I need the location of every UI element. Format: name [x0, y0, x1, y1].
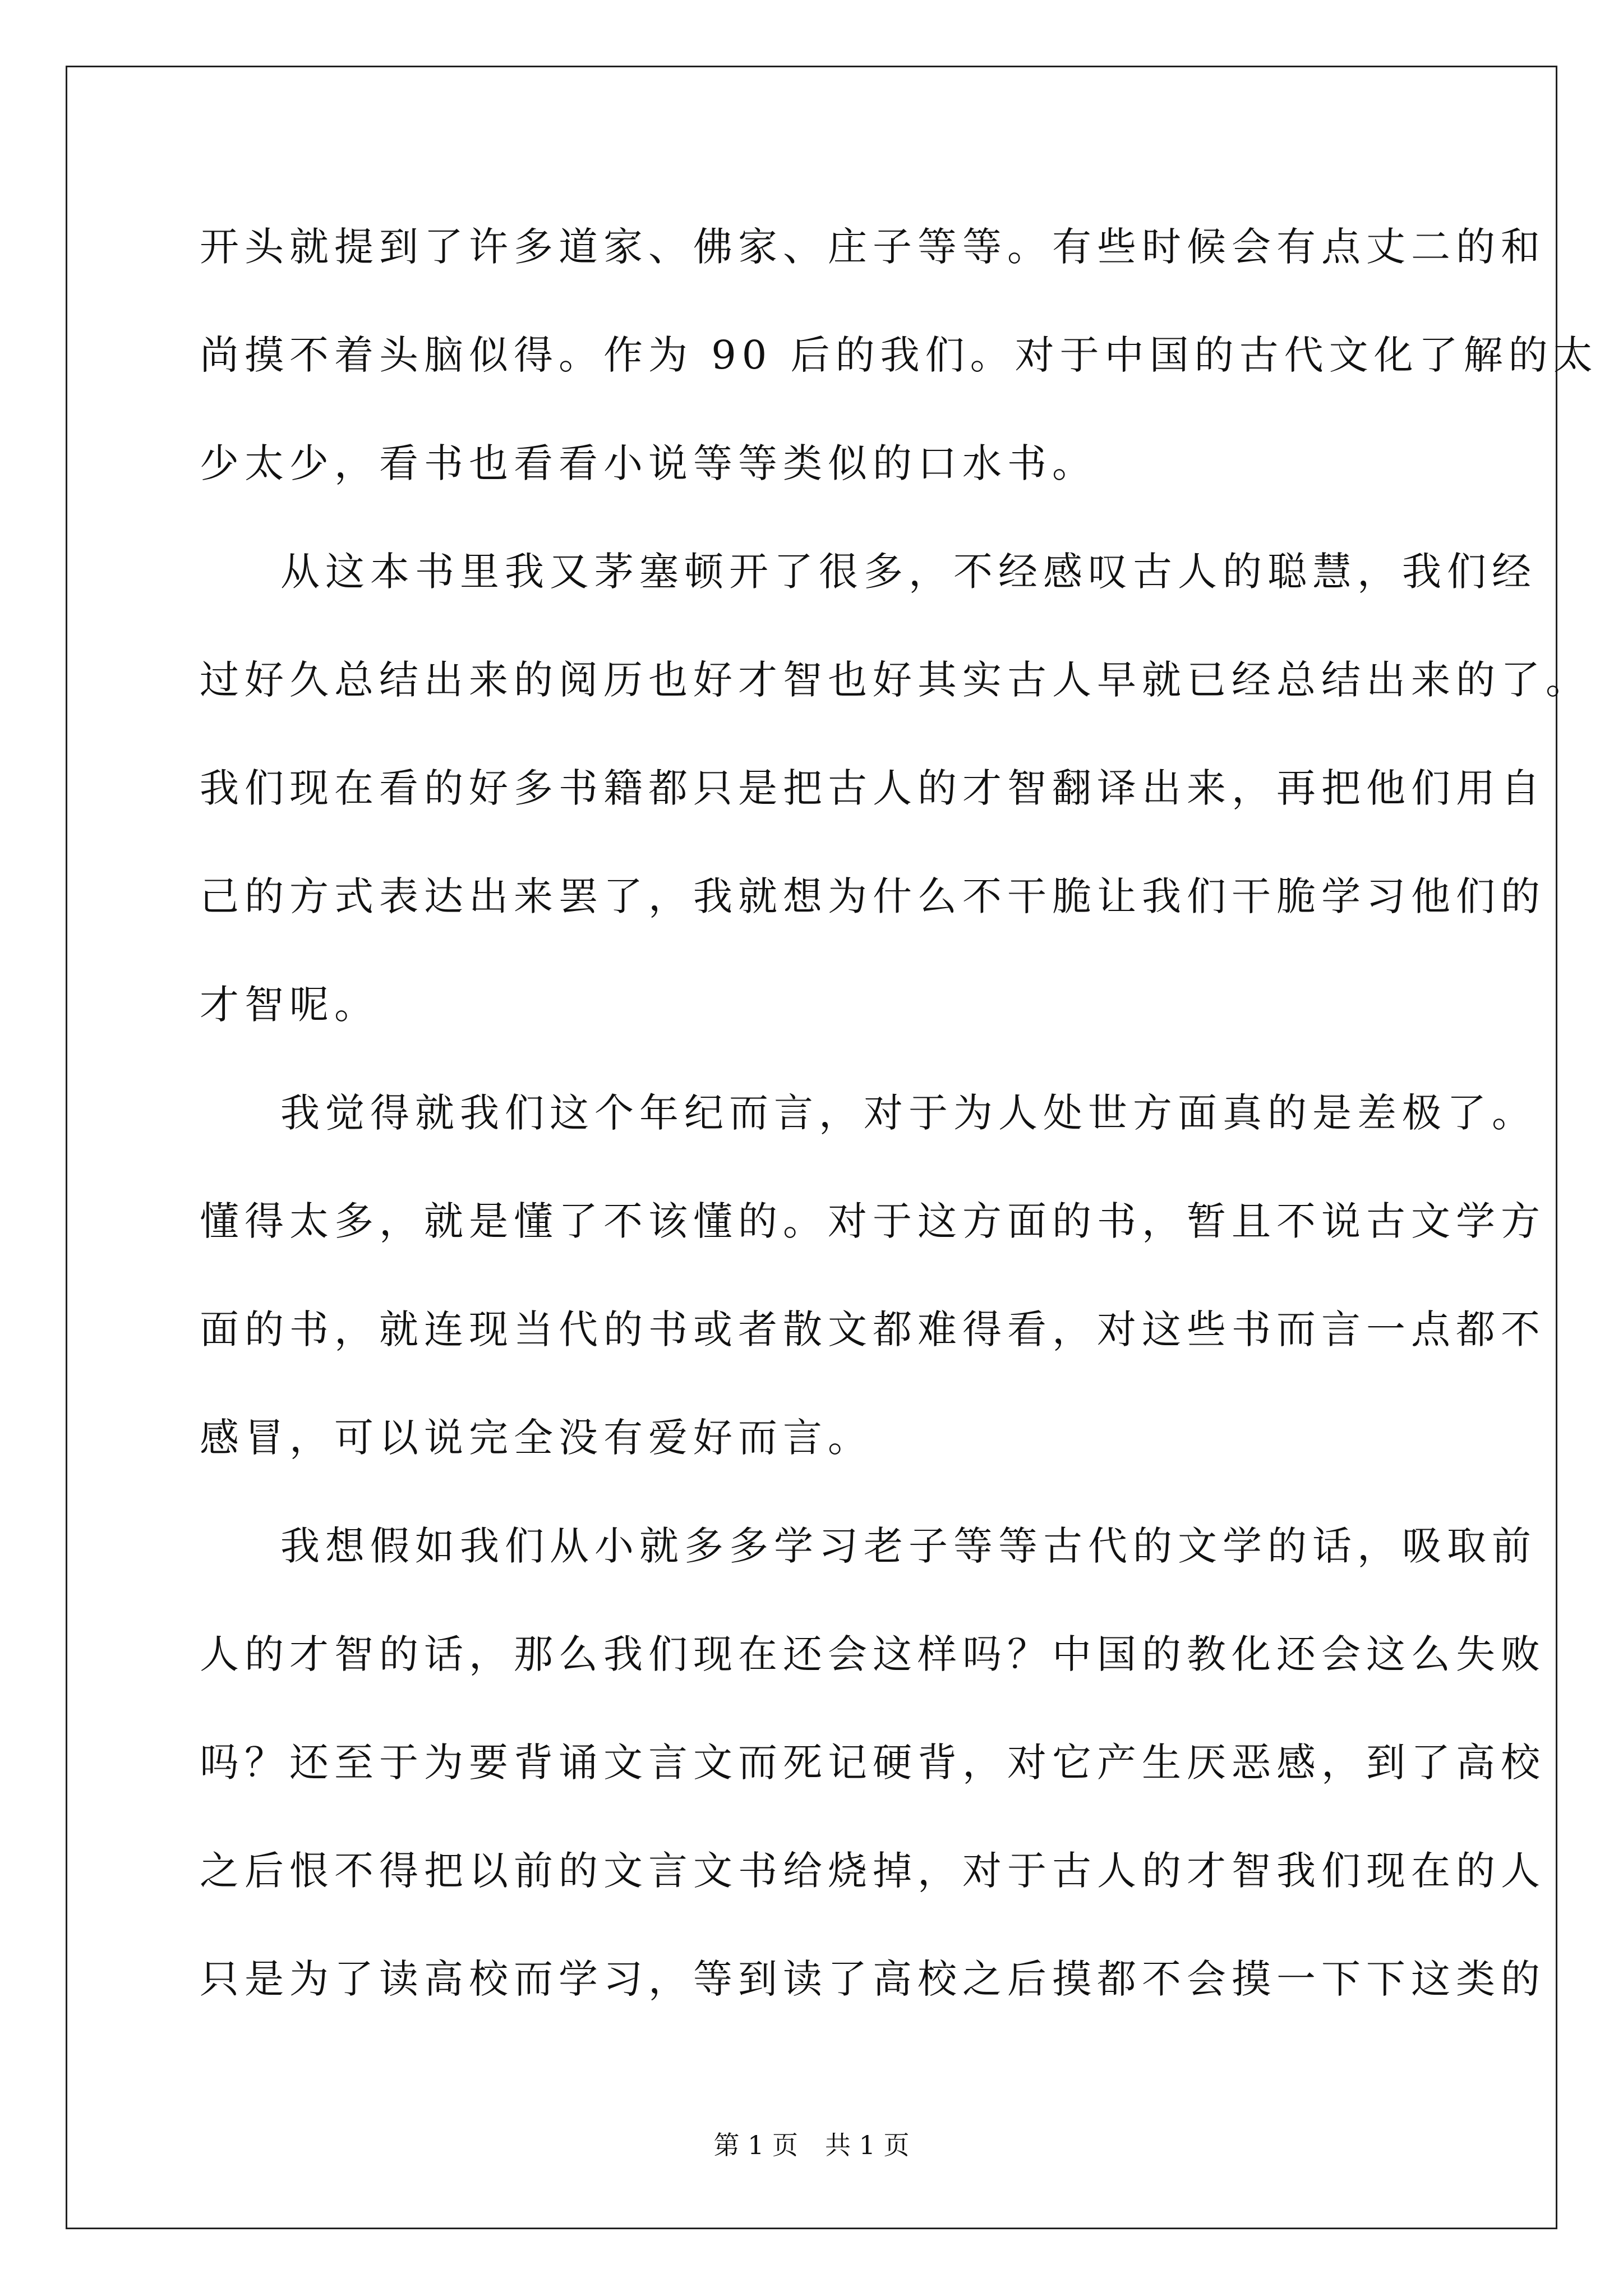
page-number-current: 第 1 页: [713, 2130, 798, 2160]
paragraph-start-line: 我觉得就我们这个年纪而言，对于为人处世方面真的是差极了。: [280, 1090, 1537, 1136]
page-number-total: 共 1 页: [825, 2130, 910, 2160]
text-line: 己的方式表达出来罢了，我就想为什么不干脆让我们干脆学习他们的: [200, 873, 1546, 919]
paragraph-start-line: 我想假如我们从小就多多学习老子等等古代的文学的话，吸取前: [280, 1523, 1537, 1569]
text-line: 之后恨不得把以前的文言文书给烧掉，对于古人的才智我们现在的人: [200, 1848, 1546, 1894]
text-line: 尚摸不着头脑似得。作为 90 后的我们。对于中国的古代文化了解的太: [200, 332, 1598, 378]
text-line: 只是为了读高校而学习，等到读了高校之后摸都不会摸一下下这类的: [200, 1956, 1546, 2002]
document-body: [200, 213, 1598, 2054]
text-line: 我们现在看的好多书籍都只是把古人的才智翻译出来，再把他们用自: [200, 765, 1546, 811]
text-line: 才智呢。: [200, 982, 379, 1028]
text-line: 少太少，看书也看看小说等等类似的口水书。: [200, 440, 1097, 486]
text-line: 面的书，就连现当代的书或者散文都难得看，对这些书而言一点都不: [200, 1306, 1546, 1352]
text-line: 人的才智的话，那么我们现在还会这样吗？中国的教化还会这么失败: [200, 1631, 1546, 1677]
text-line: 过好久总结出来的阅历也好才智也好其实古人早就已经总结出来的了。: [200, 657, 1590, 703]
paragraph-start-line: 从这本书里我又茅塞顿开了很多，不经感叹古人的聪慧，我们经: [280, 549, 1537, 595]
text-line: 感冒，可以说完全没有爱好而言。: [200, 1415, 873, 1461]
text-line: 开头就提到了许多道家、佛家、庄子等等。有些时候会有点丈二的和: [200, 224, 1546, 270]
text-line: 懂得太多，就是懂了不该懂的。对于这方面的书，暂且不说古文学方: [200, 1198, 1546, 1244]
page-footer: [0, 2125, 1623, 2162]
text-line: 吗？还至于为要背诵文言文而死记硬背，对它产生厌恶感，到了高校: [200, 1740, 1546, 1786]
